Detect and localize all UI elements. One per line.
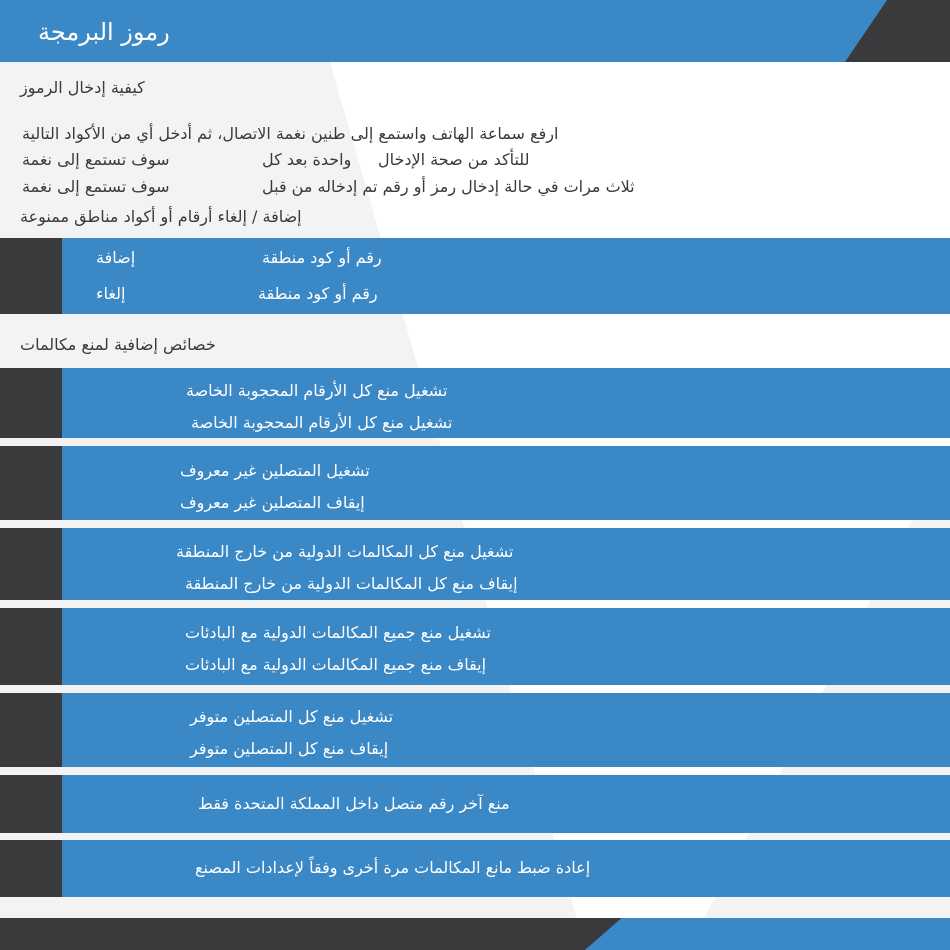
feature-band bbox=[0, 446, 950, 520]
code-label-add: إضافة bbox=[96, 248, 136, 267]
feature-band bbox=[0, 368, 950, 438]
instruction-text: ثلاث مرات في حالة إدخال رمز أو رقم تم إدخاله من قبل bbox=[262, 177, 635, 196]
section-title-add-cancel: إضافة / إلغاء أرقام أو أكواد مناطق ممنوعة bbox=[20, 207, 302, 226]
code-value-cancel: رقم أو كود منطقة bbox=[258, 284, 378, 303]
band-stub bbox=[0, 608, 62, 685]
footer-accent bbox=[585, 918, 950, 950]
feature-line: إيقاف منع جميع المكالمات الدولية مع البادئات bbox=[185, 655, 487, 674]
instruction-row bbox=[22, 150, 562, 170]
feature-line: تشغيل منع كل الأرقام المحجوبة الخاصة bbox=[186, 381, 448, 400]
band-stub bbox=[0, 446, 62, 520]
instruction-line: ارفع سماعة الهاتف واستمع إلى طنين نغمة الاتصال، ثم أدخل أي من الأكواد التالية bbox=[22, 124, 559, 143]
page-title: رموز البرمجة bbox=[38, 18, 170, 46]
feature-line: إعادة ضبط مانع المكالمات مرة أخرى وفقاً لإعدادات المصنع bbox=[195, 858, 591, 877]
instruction-text: للتأكد من صحة الإدخال bbox=[378, 150, 530, 169]
band-stub bbox=[0, 775, 62, 833]
section-title-how-to-enter: كيفية إدخال الرموز bbox=[20, 78, 145, 97]
section-title-extra-features: خصائص إضافية لمنع مكالمات bbox=[20, 335, 216, 354]
feature-line: تشغيل المتصلين غير معروف bbox=[180, 461, 370, 480]
code-value-add: رقم أو كود منطقة bbox=[262, 248, 382, 267]
band-stub bbox=[0, 693, 62, 767]
code-label-cancel: إلغاء bbox=[96, 284, 126, 303]
feature-line: إيقاف منع كل المتصلين متوفر bbox=[190, 739, 389, 758]
feature-line: تشغيل منع كل الأرقام المحجوبة الخاصة bbox=[191, 413, 453, 432]
feature-line: تشغيل منع جميع المكالمات الدولية مع البادئات bbox=[185, 623, 491, 642]
feature-band bbox=[0, 840, 950, 897]
feature-line: إيقاف منع كل المكالمات الدولية من خارج المنطقة bbox=[185, 574, 518, 593]
feature-line: منع آخر رقم متصل داخل المملكة المتحدة فقط bbox=[198, 794, 510, 813]
feature-line: تشغيل منع كل المكالمات الدولية من خارج المنطقة bbox=[176, 542, 514, 561]
band-stub bbox=[0, 368, 62, 438]
instruction-text: سوف تستمع إلى نغمة bbox=[22, 150, 170, 169]
instruction-row bbox=[22, 177, 662, 197]
feature-line: تشغيل منع كل المتصلين متوفر bbox=[190, 707, 394, 726]
band-stub bbox=[0, 238, 62, 314]
band-stub bbox=[0, 840, 62, 897]
codes-band bbox=[0, 238, 950, 314]
feature-band bbox=[0, 693, 950, 767]
instruction-text: واحدة بعد كل bbox=[262, 150, 352, 169]
feature-band bbox=[0, 528, 950, 600]
feature-band bbox=[0, 775, 950, 833]
instruction-text: سوف تستمع إلى نغمة bbox=[22, 177, 170, 196]
feature-band bbox=[0, 608, 950, 685]
band-stub bbox=[0, 528, 62, 600]
feature-line: إيقاف المتصلين غير معروف bbox=[180, 493, 365, 512]
